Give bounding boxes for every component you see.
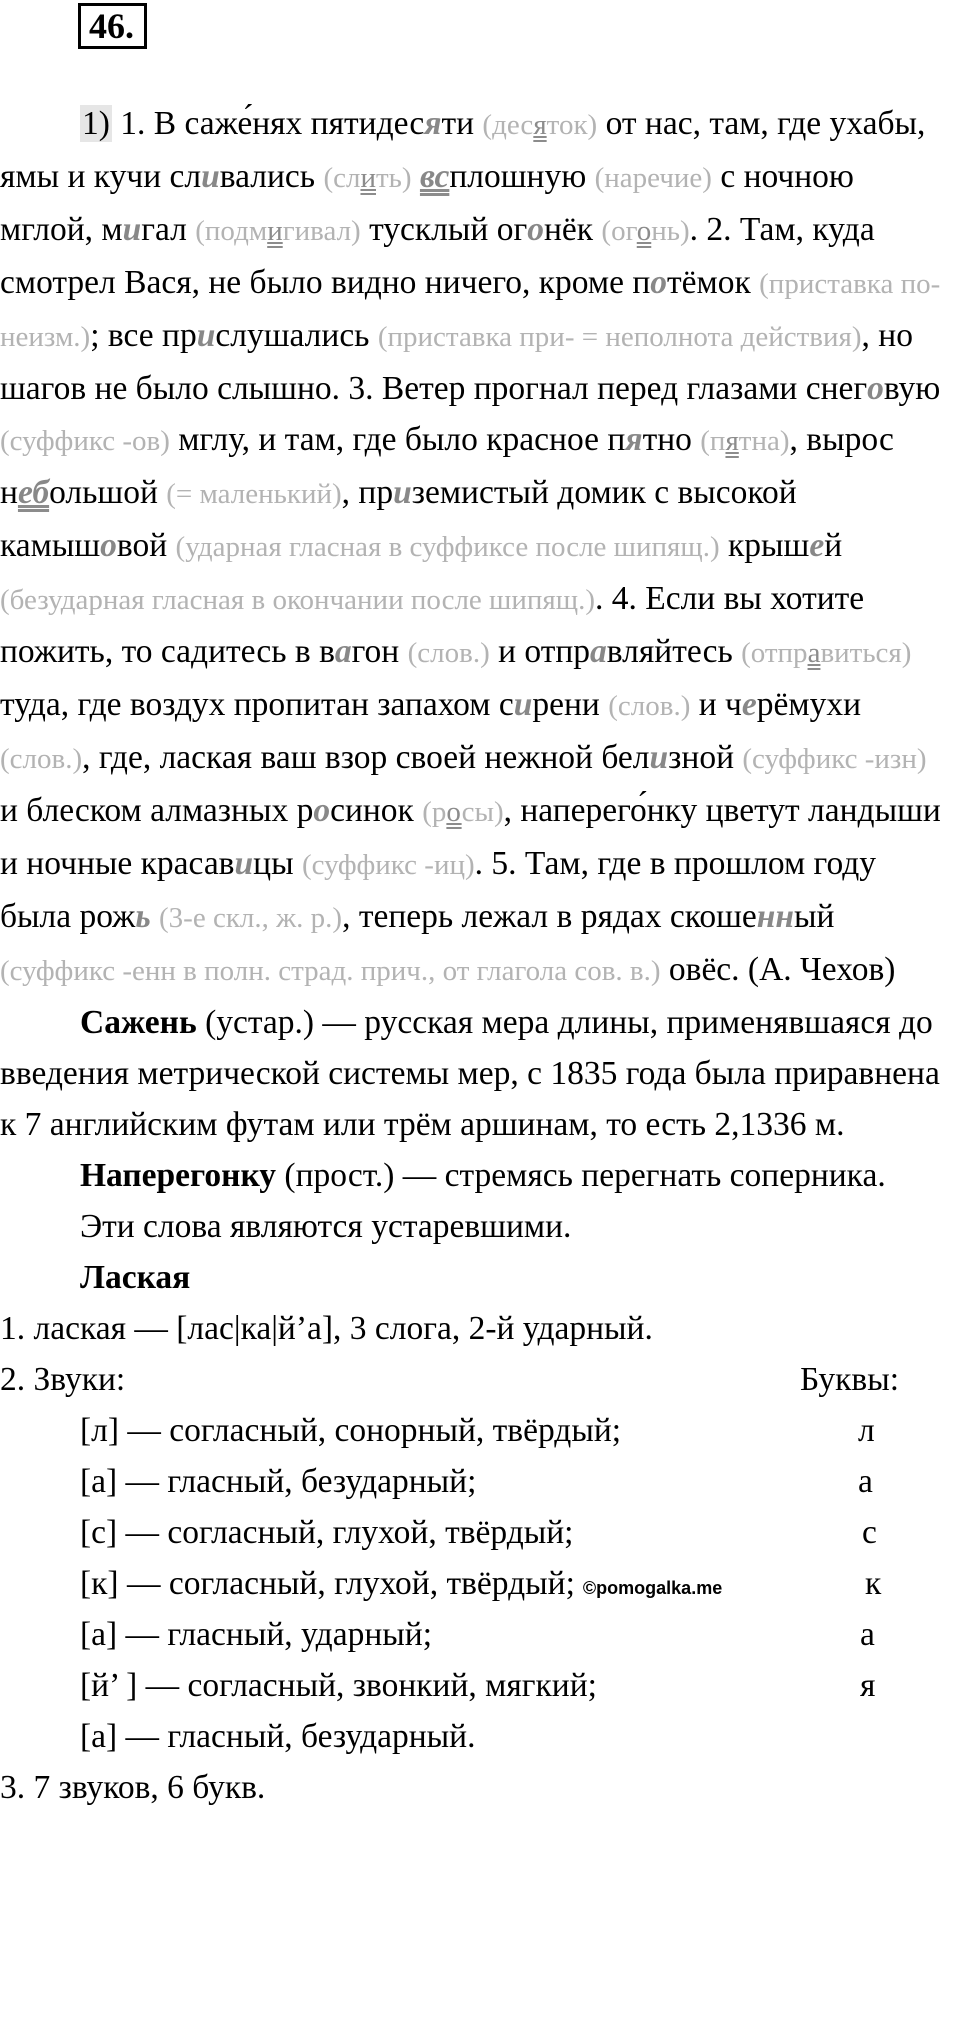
text: гон — [351, 633, 408, 670]
definition-text: (прост.) — стремясь перегнать соперника. — [276, 1157, 886, 1194]
text: слушались — [215, 317, 378, 354]
definition-naperegonku — [0, 1150, 945, 1201]
hint: (огонь) — [601, 215, 690, 247]
text: ти — [441, 105, 483, 142]
text: ; все пр — [90, 317, 197, 354]
exercise-paragraph — [0, 98, 945, 997]
text: вались — [219, 158, 324, 195]
sound-description: [к] — согласный, глухой, твёрдый; ©pomogalka.me — [80, 1565, 723, 1602]
sound-row — [0, 1711, 945, 1762]
text: й — [824, 527, 843, 564]
hint: (наречие) — [594, 162, 712, 194]
sound-description: [а] — гласный, ударный; — [80, 1616, 433, 1653]
orthogram: и — [122, 211, 142, 248]
orthogram: я — [424, 105, 442, 142]
orthogram: нн — [756, 898, 794, 935]
text: гал — [141, 211, 196, 248]
hint: (слить) — [323, 162, 412, 194]
text: цы — [253, 845, 302, 882]
text: , вырос н — [0, 421, 894, 511]
item-marker: 1) — [82, 105, 110, 142]
hint: (приставка при- = неполнота действия) — [377, 321, 862, 353]
hint: (отправиться) — [741, 637, 912, 669]
text: вой — [116, 527, 176, 564]
text: рёмухи — [756, 686, 862, 723]
sound-row — [0, 1558, 945, 1609]
analysis-line1: 1. лаская — [лас|ка|й’а], 3 слога, 2-й ударный. — [0, 1310, 653, 1347]
letters-label: Буквы: — [800, 1361, 900, 1398]
orthogram: еб — [17, 474, 50, 511]
watermark: ©pomogalka.me — [582, 1578, 723, 1598]
sounds-header — [0, 1354, 945, 1405]
text: земистый домик с высокой камыш — [0, 474, 797, 564]
text: с ночною мглой, м — [0, 158, 854, 248]
letter: я — [860, 1667, 876, 1704]
hint: (росы) — [422, 796, 504, 828]
sound-description: [й’ ] — согласный, звонкий, мягкий; — [80, 1667, 597, 1704]
text: и блеском алмазных р — [0, 792, 314, 829]
hint: (подмигивал) — [195, 215, 361, 247]
text: туда, где воздух пропитан запахом с — [0, 686, 514, 723]
text: , где, лаская ваш взор своей нежной бел — [82, 739, 650, 776]
hint: (безударная гласная в окончании после шипящ.) — [0, 584, 595, 616]
sound-description: [а] — гласный, безударный. — [80, 1718, 476, 1755]
orthogram: вс — [419, 158, 450, 195]
orthogram: ь — [135, 898, 151, 935]
hint: (слов.) — [608, 690, 691, 722]
orthogram: и — [196, 317, 216, 354]
text: и ч — [690, 686, 742, 723]
text: , но шагов не было слышно. 3. Ветер прогнал перед глазами снег — [0, 317, 913, 407]
orthogram: и — [649, 739, 669, 776]
text: ольшой — [49, 474, 167, 511]
orthogram: е — [809, 527, 825, 564]
text: плошную — [449, 158, 595, 195]
orthogram: и — [234, 845, 254, 882]
orthogram: о — [527, 211, 544, 248]
definition-term: Наперегонку — [80, 1157, 277, 1194]
orthogram: и — [513, 686, 533, 723]
sound-row — [0, 1507, 945, 1558]
sound-row — [0, 1660, 945, 1711]
hint: (3-е скл., ж. р.) — [159, 902, 343, 934]
orthogram: и — [393, 474, 412, 511]
hint: (суффикс -изн) — [742, 743, 927, 775]
sound-row — [0, 1405, 945, 1456]
exercise-text — [0, 98, 945, 1813]
orthogram: и — [201, 158, 220, 195]
text: овёс. (А. Чехов) — [660, 951, 896, 988]
definition-text: (устар.) — русская мера длины, применявшаяся до введения метрической системы мер, с 1835 года была приравнена к 7 английским футам или трём аршинам, то есть 2,1336 м. — [0, 1004, 940, 1143]
text: , теперь лежал в рядах скоше — [342, 898, 757, 935]
text: ый — [793, 898, 835, 935]
orthogram: о — [650, 264, 668, 301]
text: зной — [668, 739, 743, 776]
hint: (десяток) — [482, 109, 598, 141]
text: , пр — [341, 474, 394, 511]
text: от нас, там, где ухабы, ямы и кучи сл — [0, 105, 926, 195]
hint: (слов.) — [0, 743, 83, 775]
sound-description: [а] — гласный, безударный; — [80, 1463, 477, 1500]
sound-row — [0, 1609, 945, 1660]
orthogram: е — [741, 686, 757, 723]
text: мглу, и там, где было красное п — [169, 421, 626, 458]
definition-term: Сажень — [80, 1004, 197, 1041]
sound-description: [л] — согласный, сонорный, твёрдый; — [80, 1412, 622, 1449]
hint: (суффикс -енн в полн. страд. прич., от глагола сов. в.) — [0, 955, 661, 987]
orthogram: о — [100, 527, 117, 564]
text: тусклый ог — [360, 211, 528, 248]
note: Эти слова являются устаревшими. — [80, 1208, 572, 1245]
text: вляйтесь — [606, 633, 742, 670]
sound-row — [0, 1456, 945, 1507]
sound-description: [с] — согласный, глухой, твёрдый; — [80, 1514, 574, 1551]
hint: (ударная гласная в суффиксе после шипящ.) — [175, 531, 720, 563]
text: синок — [330, 792, 423, 829]
hint: (пятна) — [700, 425, 790, 457]
letter: с — [862, 1514, 877, 1551]
letter: к — [865, 1565, 882, 1602]
analysis-title: Лаская — [80, 1259, 191, 1296]
hint: (приставка по- неизм.) — [0, 268, 941, 353]
text: тёмок — [667, 264, 760, 301]
text: нёк — [543, 211, 602, 248]
hint: (суффикс -иц) — [301, 849, 475, 881]
orthogram: а — [334, 633, 352, 670]
sounds-label: 2. Звуки: — [0, 1361, 126, 1398]
text: . 5. Там, где в прошлом году была рож — [0, 845, 877, 935]
text: и отпр — [489, 633, 591, 670]
text: . 4. Если вы хотите пожить, то садитесь в в — [0, 580, 865, 670]
orthogram: о — [313, 792, 331, 829]
text: . 2. Там, куда смотрел Вася, не было видно ничего, кроме п — [0, 211, 875, 301]
text: тно — [642, 421, 701, 458]
analysis-summary: 3. 7 звуков, 6 букв. — [0, 1769, 266, 1806]
text: 1. В саже́нях пятидес — [120, 105, 425, 142]
text: крыш — [719, 527, 810, 564]
hint: (= маленький) — [166, 478, 342, 510]
definition-sazhen — [0, 997, 945, 1150]
hint: (слов.) — [407, 637, 490, 669]
text: вую — [883, 370, 941, 407]
orthogram: я — [625, 421, 643, 458]
orthogram: о — [867, 370, 884, 407]
letter: а — [860, 1616, 875, 1653]
hint: (суффикс -ов) — [0, 425, 170, 457]
text: , наперего́нку цветут ландыши и ночные красав — [0, 792, 941, 882]
task-number: 46. — [78, 3, 147, 49]
letter: л — [858, 1412, 875, 1449]
orthogram: а — [590, 633, 607, 670]
text: рени — [532, 686, 609, 723]
letter: а — [858, 1463, 873, 1500]
